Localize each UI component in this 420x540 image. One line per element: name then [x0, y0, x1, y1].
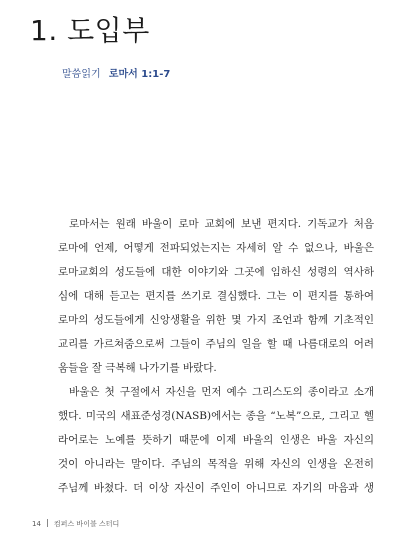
body-text [58, 212, 374, 500]
text-line: 로마의 성도들에게 신앙생활을 위한 몇 가지 조언과 함께 기초적인 [58, 314, 374, 326]
footer-divider [47, 519, 48, 527]
text-line: 교리를 가르쳐줌으로써 그들이 주님의 일을 할 때 나름대로의 어려 [58, 338, 374, 350]
paragraph [58, 380, 374, 500]
text-line: 로마교회의 성도들에 대한 이야기와 그곳에 임하신 성령의 역사하 [58, 266, 374, 278]
text-line: 것이 아니라는 말이다. 주님의 목적을 위해 자신의 인생을 온전히 [58, 458, 374, 470]
page-number: 14 [32, 520, 41, 528]
scripture-reading [62, 68, 170, 82]
book-title: 컴퍼스 바이블 스터디 [53, 520, 120, 528]
text-line: 주님께 바쳤다. 더 이상 자신이 주인이 아니므로 자기의 마음과 생 [58, 482, 374, 494]
text-line: 움들을 잘 극복해 나가기를 바랐다. [58, 362, 217, 374]
text-line: 로마서는 원래 바울이 로마 교회에 보낸 편지다. 기독교가 처음 [69, 218, 374, 230]
page-footer [32, 519, 119, 529]
chapter-title: 1. 도입부 [30, 14, 150, 47]
text-line: 로마에 언제, 어떻게 전파되었는지는 자세히 알 수 없으나, 바울은 [58, 242, 374, 254]
text-line: 라어로는 노예를 뜻하기 때문에 이제 바울의 인생은 바울 자신의 [58, 434, 374, 446]
reading-reference: 로마서 1:1-7 [108, 69, 171, 80]
reading-label: 말씀읽기 [62, 69, 101, 80]
text-line: 바울은 첫 구절에서 자신을 먼저 예수 그리스도의 종이라고 소개 [69, 386, 374, 398]
paragraph [58, 212, 374, 380]
text-line: 심에 대해 듣고는 편지를 쓰기로 결심했다. 그는 이 편지를 통하여 [58, 290, 374, 302]
text-line: 했다. 미국의 새표준성경(NASB)에서는 종을 “노복”으로, 그리고 헬 [58, 410, 374, 422]
